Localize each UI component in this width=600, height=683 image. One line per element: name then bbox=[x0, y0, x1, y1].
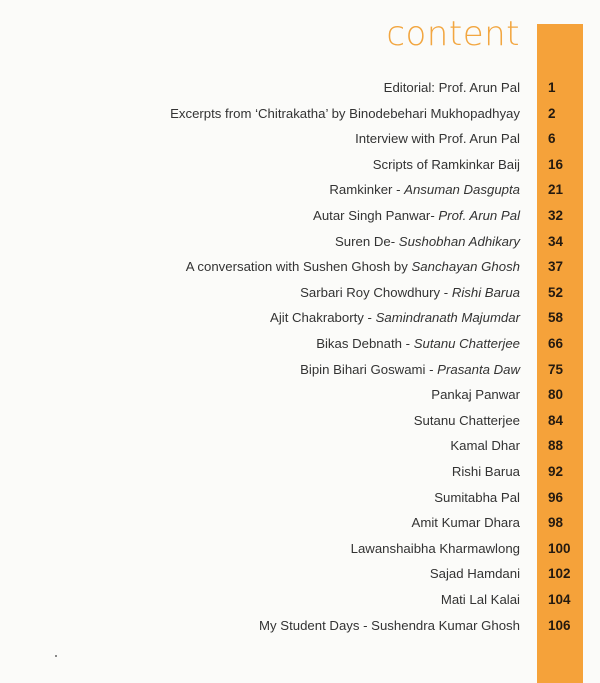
page-number: 98 bbox=[548, 515, 564, 531]
toc-entry[interactable] bbox=[0, 537, 600, 561]
toc-entry[interactable] bbox=[0, 588, 600, 612]
toc-entry[interactable] bbox=[0, 562, 600, 586]
print-speck bbox=[55, 655, 57, 657]
page-number: 21 bbox=[548, 182, 564, 198]
page-number: 102 bbox=[548, 566, 571, 582]
entry-author: Samindranath Majumdar bbox=[375, 310, 520, 326]
entry-title: Lawanshaibha Kharmawlong bbox=[350, 540, 520, 556]
toc-entry[interactable] bbox=[0, 460, 600, 484]
entry-author: Sushobhan Adhikary bbox=[398, 233, 520, 249]
entry-author: Sutanu Chatterjee bbox=[413, 336, 520, 351]
entry-title: Sutanu Chatterjee bbox=[413, 412, 520, 428]
toc-entry[interactable] bbox=[0, 614, 600, 638]
page-number: 75 bbox=[548, 361, 564, 377]
page-number: 34 bbox=[548, 233, 564, 249]
entry-author: Rishi Barua bbox=[451, 284, 520, 300]
page-number: 58 bbox=[548, 310, 564, 326]
page-number: 92 bbox=[548, 464, 564, 479]
page-number: 88 bbox=[548, 438, 564, 454]
entry-title: Amit Kumar Dhara bbox=[411, 515, 520, 531]
entry-title: Sarbari Roy Chowdhury - bbox=[300, 284, 452, 300]
page-number: 2 bbox=[548, 105, 556, 121]
toc-entry[interactable] bbox=[0, 102, 600, 126]
page-title: content bbox=[386, 14, 520, 54]
entry-author: Prof. Arun Pal bbox=[438, 208, 520, 223]
entry-title: Bikas Debnath - bbox=[316, 336, 414, 351]
toc-entry[interactable] bbox=[0, 332, 600, 356]
page-number: 52 bbox=[548, 284, 564, 300]
page-number: 66 bbox=[548, 336, 564, 351]
entry-title: Excerpts from ‘Chitrakatha’ by Binodebehari Mukhopadhyay bbox=[170, 105, 520, 121]
page-number: 6 bbox=[548, 131, 556, 147]
toc-entry[interactable] bbox=[0, 127, 600, 151]
toc-entry[interactable] bbox=[0, 434, 600, 458]
entry-author: Prasanta Daw bbox=[437, 361, 520, 377]
toc-entry[interactable] bbox=[0, 409, 600, 433]
page-number: 84 bbox=[548, 412, 564, 428]
page-number: 16 bbox=[548, 156, 564, 172]
toc-entry[interactable] bbox=[0, 486, 600, 510]
entry-title: Interview with Prof. Arun Pal bbox=[355, 131, 520, 147]
toc-entry[interactable] bbox=[0, 204, 600, 228]
entry-author: Ansuman Dasgupta bbox=[404, 182, 520, 198]
page-number: 106 bbox=[548, 617, 571, 633]
toc-entry[interactable] bbox=[0, 255, 600, 279]
entry-title: A conversation with Sushen Ghosh by bbox=[185, 259, 412, 275]
entry-title: My Student Days - Sushendra Kumar Ghosh bbox=[259, 617, 520, 633]
entry-title: Bipin Bihari Goswami - bbox=[300, 361, 438, 377]
toc-entry[interactable] bbox=[0, 306, 600, 330]
entry-title: Autar Singh Panwar- bbox=[313, 208, 439, 223]
toc-entry[interactable] bbox=[0, 153, 600, 177]
entry-title: Ramkinker - bbox=[329, 182, 405, 198]
page-number: 96 bbox=[548, 489, 564, 505]
entry-title: Kamal Dhar bbox=[450, 438, 520, 454]
entry-title: Pankaj Panwar bbox=[431, 387, 520, 403]
entry-title: Rishi Barua bbox=[451, 464, 520, 479]
page-number: 100 bbox=[548, 540, 571, 556]
toc-entry[interactable] bbox=[0, 230, 600, 254]
page-number: 80 bbox=[548, 387, 564, 403]
page-number: 104 bbox=[548, 592, 571, 607]
page-number: 37 bbox=[548, 259, 564, 275]
toc-entry[interactable] bbox=[0, 76, 600, 100]
toc-entry[interactable] bbox=[0, 178, 600, 202]
entry-title: Suren De- bbox=[335, 233, 399, 249]
page-number: 1 bbox=[548, 80, 556, 95]
page-number: 32 bbox=[548, 208, 564, 223]
toc-entry[interactable] bbox=[0, 383, 600, 407]
entry-title: Scripts of Ramkinkar Baij bbox=[372, 156, 520, 172]
entry-title: Sajad Hamdani bbox=[429, 566, 520, 582]
entry-author: Sanchayan Ghosh bbox=[411, 259, 520, 275]
entry-title: Ajit Chakraborty - bbox=[270, 310, 376, 326]
entry-title: Editorial: Prof. Arun Pal bbox=[383, 80, 520, 95]
toc-entry[interactable] bbox=[0, 281, 600, 305]
entry-title: Sumitabha Pal bbox=[434, 489, 520, 505]
entry-title: Mati Lal Kalai bbox=[440, 592, 520, 607]
toc-entry[interactable] bbox=[0, 358, 600, 382]
toc-entry[interactable] bbox=[0, 511, 600, 535]
